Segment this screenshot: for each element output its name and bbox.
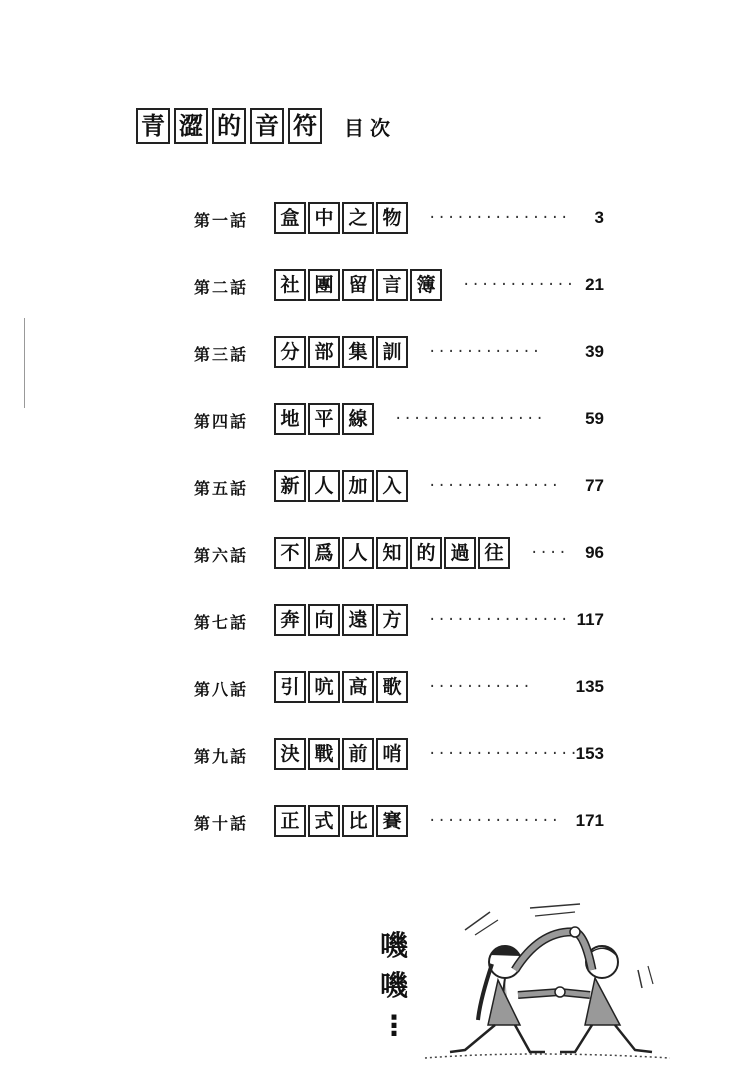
chapter-title-char: 歌 bbox=[376, 671, 408, 703]
chapter-title-char: 社 bbox=[274, 269, 306, 301]
chapter-title-char: 吭 bbox=[308, 671, 340, 703]
title-char: 的 bbox=[212, 108, 246, 144]
toc-row bbox=[0, 805, 754, 841]
chapter-title-char: 言 bbox=[376, 269, 408, 301]
chapter-title-char: 賽 bbox=[376, 805, 408, 837]
page-number: 59 bbox=[585, 409, 604, 428]
chapter-number: 第五話 bbox=[194, 479, 249, 498]
chapter-number: 第九話 bbox=[194, 747, 249, 766]
chapter-number: 第一話 bbox=[194, 211, 249, 230]
chapter-title-char: 平 bbox=[308, 403, 340, 435]
chapter-title-char: 過 bbox=[444, 537, 476, 569]
chapter-title-char: 之 bbox=[342, 202, 374, 234]
chapter-title-char: 入 bbox=[376, 470, 408, 502]
chapter-title-char: 向 bbox=[308, 604, 340, 636]
chapter-title-char: 奔 bbox=[274, 604, 306, 636]
title-char: 符 bbox=[288, 108, 322, 144]
chapter-title bbox=[274, 671, 410, 703]
chapter-title bbox=[274, 403, 376, 435]
toc-row bbox=[0, 336, 754, 372]
chapter-title-char: 正 bbox=[274, 805, 306, 837]
sound-effect bbox=[380, 926, 420, 1046]
leader-dots: ·············· bbox=[428, 478, 561, 494]
chapter-title-char: 集 bbox=[342, 336, 374, 368]
toc-row bbox=[0, 269, 754, 305]
page-number: 39 bbox=[585, 342, 604, 361]
chapter-title-char: 方 bbox=[376, 604, 408, 636]
chapter-title-char: 爲 bbox=[308, 537, 340, 569]
toc-row bbox=[0, 671, 754, 707]
chapter-title bbox=[274, 269, 444, 301]
chapter-number: 第四話 bbox=[194, 412, 249, 431]
chapter-title-char: 留 bbox=[342, 269, 374, 301]
chapter-title-char: 訓 bbox=[376, 336, 408, 368]
chapter-title bbox=[274, 202, 410, 234]
chapter-number: 第十話 bbox=[194, 814, 249, 833]
chapter-title-char: 人 bbox=[342, 537, 374, 569]
chapter-title-char: 簿 bbox=[410, 269, 442, 301]
toc-row bbox=[0, 537, 754, 573]
chapter-title-char: 分 bbox=[274, 336, 306, 368]
title-char: 青 bbox=[136, 108, 170, 144]
chapter-title-char: 線 bbox=[342, 403, 374, 435]
toc-row bbox=[0, 202, 754, 238]
leader-dots: ··········· bbox=[428, 679, 532, 695]
chapter-title bbox=[274, 336, 410, 368]
chapter-number: 第三話 bbox=[194, 345, 249, 364]
chapter-title-char: 盒 bbox=[274, 202, 306, 234]
chapter-title-char: 人 bbox=[308, 470, 340, 502]
sfx-char: 嘰 bbox=[380, 969, 409, 1002]
chapter-title-char: 加 bbox=[342, 470, 374, 502]
page-title bbox=[136, 108, 396, 144]
toc-row bbox=[0, 604, 754, 640]
chapter-title-char: 知 bbox=[376, 537, 408, 569]
chapter-number: 第七話 bbox=[194, 613, 249, 632]
chapter-title-char: 決 bbox=[274, 738, 306, 770]
page-number: 21 bbox=[585, 275, 604, 294]
leader-dots: ················ bbox=[394, 411, 545, 427]
chapter-title-char: 物 bbox=[376, 202, 408, 234]
leader-dots: ············ bbox=[428, 344, 542, 360]
leader-dots: ················ bbox=[428, 746, 579, 762]
leader-dots: ···· bbox=[530, 545, 568, 561]
title-char: 澀 bbox=[174, 108, 208, 144]
chapter-title-char: 高 bbox=[342, 671, 374, 703]
page-number: 3 bbox=[594, 208, 604, 227]
chapter-title-char: 不 bbox=[274, 537, 306, 569]
chapter-title-char: 中 bbox=[308, 202, 340, 234]
page-number: 153 bbox=[575, 744, 604, 763]
toc-row bbox=[0, 403, 754, 439]
sfx-trail: ⋮ bbox=[380, 1009, 408, 1042]
title-boxed-chars bbox=[136, 108, 326, 144]
chapter-number: 第六話 bbox=[194, 546, 249, 565]
chapter-title-char: 新 bbox=[274, 470, 306, 502]
sfx-char: 嘰 bbox=[380, 929, 409, 962]
page-number: 135 bbox=[575, 677, 604, 696]
chapter-title-char: 往 bbox=[478, 537, 510, 569]
chapter-title bbox=[274, 805, 410, 837]
chapter-title-char: 前 bbox=[342, 738, 374, 770]
chapter-number: 第二話 bbox=[194, 278, 249, 297]
chapter-title bbox=[274, 537, 512, 569]
chapter-title-char: 哨 bbox=[376, 738, 408, 770]
page-number: 77 bbox=[585, 476, 604, 495]
chapter-title-char: 地 bbox=[274, 403, 306, 435]
chapter-title-char: 部 bbox=[308, 336, 340, 368]
chapter-title-char: 的 bbox=[410, 537, 442, 569]
chapter-title bbox=[274, 604, 410, 636]
page-number: 117 bbox=[576, 610, 604, 629]
chapter-title-char: 比 bbox=[342, 805, 374, 837]
page-number: 171 bbox=[575, 811, 604, 830]
chapter-title bbox=[274, 470, 410, 502]
leader-dots: ··············· bbox=[428, 210, 570, 226]
title-char: 音 bbox=[250, 108, 284, 144]
chapter-title-char: 團 bbox=[308, 269, 340, 301]
toc-row bbox=[0, 470, 754, 506]
chapter-number: 第八話 bbox=[194, 680, 249, 699]
leader-dots: ············ bbox=[462, 277, 576, 293]
chapter-title-char: 遠 bbox=[342, 604, 374, 636]
title-suffix: 目次 bbox=[344, 115, 396, 140]
leader-dots: ·············· bbox=[428, 813, 561, 829]
chapter-title-char: 引 bbox=[274, 671, 306, 703]
page-number: 96 bbox=[585, 543, 604, 562]
chapter-title-char: 式 bbox=[308, 805, 340, 837]
chapter-title bbox=[274, 738, 410, 770]
toc-row bbox=[0, 738, 754, 774]
chapter-title-char: 戰 bbox=[308, 738, 340, 770]
leader-dots: ··············· bbox=[428, 612, 570, 628]
